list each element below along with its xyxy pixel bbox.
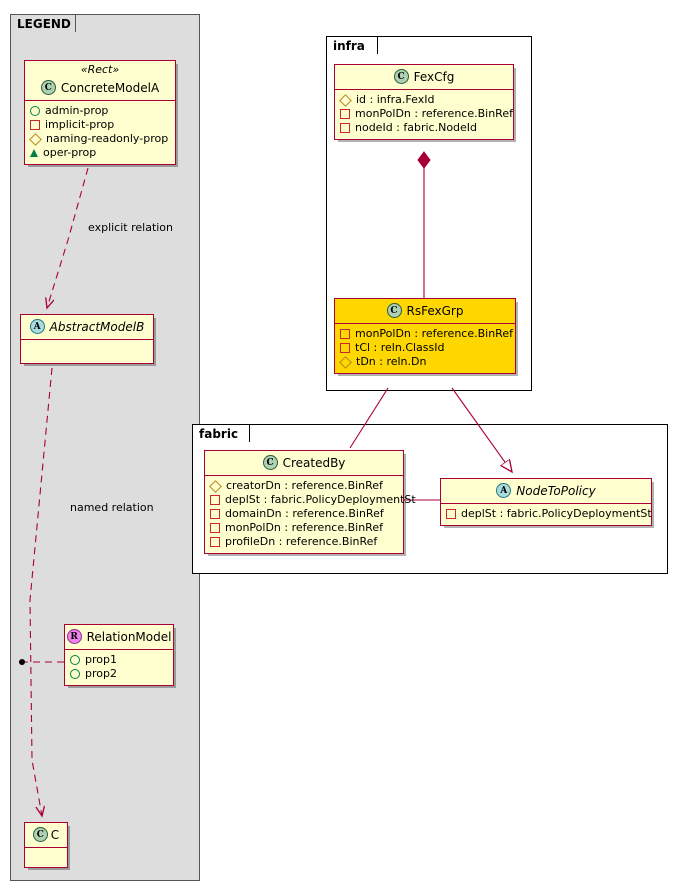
class-box-rsfexgrp[interactable] bbox=[334, 298, 516, 374]
attribute-text: implicit-prop bbox=[45, 118, 115, 131]
package-fabric-label: fabric bbox=[199, 427, 239, 441]
class-header bbox=[25, 76, 175, 100]
attribute-text: creatorDn : reference.BinRef bbox=[226, 479, 383, 492]
class-box-c[interactable] bbox=[24, 822, 68, 868]
class-name: AbstractModelB bbox=[49, 319, 145, 334]
attribute-text: tCl : reln.ClassId bbox=[355, 341, 445, 354]
visibility-public-icon bbox=[30, 106, 40, 116]
attribute-text: monPolDn : reference.BinRef bbox=[225, 521, 383, 534]
class-badge-icon: A bbox=[496, 483, 511, 498]
visibility-protected-icon bbox=[339, 94, 352, 107]
attribute-text: prop1 bbox=[85, 653, 117, 666]
class-badge-icon: A bbox=[30, 319, 45, 334]
package-infra-label: infra bbox=[333, 39, 365, 53]
package-legend-label: LEGEND bbox=[17, 17, 71, 31]
attribute-row bbox=[340, 355, 509, 369]
class-name: C bbox=[50, 827, 60, 842]
attribute-row bbox=[70, 667, 167, 681]
class-box-fexcfg[interactable] bbox=[334, 64, 514, 140]
attribute-text: tDn : reln.Dn bbox=[356, 355, 427, 368]
attribute-text: id : infra.FexId bbox=[356, 93, 435, 106]
attribute-row bbox=[30, 132, 169, 146]
attribute-row bbox=[340, 121, 507, 135]
class-header bbox=[335, 65, 513, 89]
attribute-text: profileDn : reference.BinRef bbox=[225, 535, 378, 548]
attribute-row bbox=[340, 327, 513, 341]
class-header bbox=[65, 625, 173, 649]
class-attributes bbox=[21, 340, 153, 363]
class-badge-icon: C bbox=[33, 827, 48, 842]
visibility-private-icon bbox=[446, 509, 456, 519]
class-badge-icon: R bbox=[67, 629, 82, 644]
class-name: RelationModel bbox=[86, 629, 172, 644]
class-attributes bbox=[25, 848, 67, 867]
class-header bbox=[21, 315, 153, 339]
attribute-row bbox=[340, 93, 507, 107]
class-attributes bbox=[441, 504, 651, 525]
class-box-createdby[interactable] bbox=[204, 450, 416, 554]
class-header bbox=[441, 479, 651, 503]
class-name: NodeToPolicy bbox=[516, 483, 596, 498]
class-attributes bbox=[25, 101, 175, 164]
attribute-text: domainDn : reference.BinRef bbox=[225, 507, 384, 520]
class-badge-icon: C bbox=[41, 80, 56, 95]
visibility-private-icon bbox=[340, 109, 350, 119]
visibility-public-icon bbox=[70, 669, 80, 679]
visibility-public-icon bbox=[70, 655, 80, 665]
attribute-text: admin-prop bbox=[45, 104, 109, 117]
attribute-text: prop2 bbox=[85, 667, 117, 680]
attribute-row bbox=[30, 146, 169, 160]
visibility-private-icon bbox=[340, 123, 350, 133]
attribute-text: nodeId : fabric.NodeId bbox=[355, 121, 478, 134]
class-header bbox=[25, 823, 67, 847]
visibility-private-icon bbox=[210, 523, 220, 533]
attribute-row bbox=[210, 507, 397, 521]
visibility-private-icon bbox=[210, 509, 220, 519]
package-legend-tab bbox=[10, 14, 76, 32]
visibility-package-icon bbox=[30, 149, 38, 157]
attribute-row bbox=[446, 507, 652, 521]
class-badge-icon: C bbox=[387, 303, 402, 318]
class-header bbox=[205, 451, 403, 475]
attribute-text: deplSt : fabric.PolicyDeploymentSt bbox=[225, 493, 416, 506]
attribute-row bbox=[210, 479, 397, 493]
attribute-row bbox=[70, 653, 167, 667]
class-name: FexCfg bbox=[413, 69, 455, 84]
visibility-private-icon bbox=[340, 343, 350, 353]
class-box-abstractmodelb[interactable] bbox=[20, 314, 154, 364]
class-badge-icon: C bbox=[263, 455, 278, 470]
visibility-protected-icon bbox=[339, 356, 352, 369]
attribute-row bbox=[210, 521, 397, 535]
visibility-private-icon bbox=[340, 329, 350, 339]
class-attributes bbox=[335, 324, 515, 373]
attribute-row bbox=[340, 107, 513, 121]
visibility-protected-icon bbox=[209, 480, 222, 493]
class-attributes bbox=[65, 650, 173, 685]
package-fabric-tab bbox=[192, 424, 250, 442]
class-attributes bbox=[205, 476, 416, 553]
class-header bbox=[335, 299, 515, 323]
attribute-text: oper-prop bbox=[43, 146, 97, 159]
attribute-row bbox=[210, 493, 416, 507]
visibility-protected-icon bbox=[29, 133, 42, 146]
attribute-text: monPolDn : reference.BinRef bbox=[355, 107, 513, 120]
visibility-private-icon bbox=[30, 120, 40, 130]
attribute-text: naming-readonly-prop bbox=[46, 132, 169, 145]
class-name: RsFexGrp bbox=[406, 303, 464, 318]
class-name: CreatedBy bbox=[282, 455, 346, 470]
attribute-row bbox=[30, 118, 169, 132]
class-name: ConcreteModelA bbox=[60, 80, 160, 95]
package-infra-tab bbox=[326, 36, 378, 54]
edge-label-named-relation: named relation bbox=[70, 501, 154, 514]
class-attributes bbox=[335, 90, 513, 139]
class-box-relationmodel[interactable] bbox=[64, 624, 174, 686]
edge-label-explicit-relation: explicit relation bbox=[88, 221, 174, 234]
attribute-text: monPolDn : reference.BinRef bbox=[355, 327, 513, 340]
visibility-private-icon bbox=[210, 495, 220, 505]
visibility-private-icon bbox=[210, 537, 220, 547]
attribute-row bbox=[340, 341, 509, 355]
attribute-row bbox=[210, 535, 397, 549]
attribute-text: deplSt : fabric.PolicyDeploymentSt bbox=[461, 507, 652, 520]
class-box-concretemodela[interactable] bbox=[24, 60, 176, 165]
attribute-row bbox=[30, 104, 169, 118]
class-box-nodetopolicy[interactable] bbox=[440, 478, 652, 526]
class-stereotype: «Rect» bbox=[80, 63, 120, 76]
class-badge-icon: C bbox=[394, 69, 409, 84]
